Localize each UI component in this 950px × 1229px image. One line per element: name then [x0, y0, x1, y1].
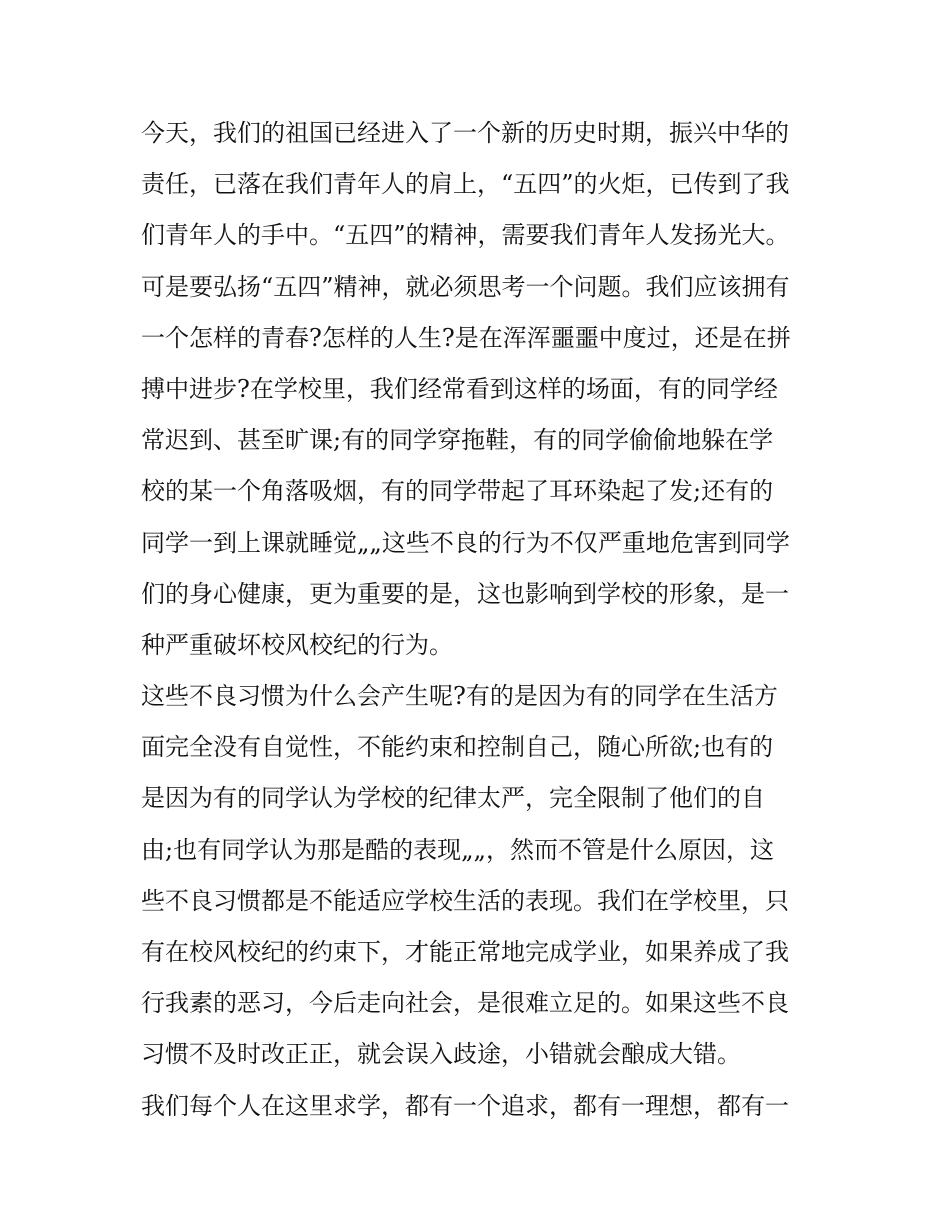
text-line: 责任，已落在我们青年人的肩上，“五四”的火炬，已传到了我 — [141, 170, 790, 199]
text-line: 有在校风校纪的约束下，才能正常地完成学业，如果养成了我 — [141, 938, 789, 966]
text-line: 搏中进步?在学校里，我们经常看到这样的场面，有的同学经 — [141, 374, 778, 403]
text-line: 们青年人的手中。“五四”的精神，需要我们青年人发扬光大。 — [141, 221, 790, 250]
text-line: 我们每个人在这里求学，都有一个追求，都有一理想，都有一 — [141, 1091, 789, 1120]
text-line: 常迟到、甚至旷课;有的同学穿拖鞋，有的同学偷偷地躲在学 — [141, 426, 774, 455]
text-line: 今天，我们的祖国已经进入了一个新的历史时期，振兴中华的 — [141, 119, 789, 147]
text-line: 些不良习惯都是不能适应学校生活的表现。我们在学校里，只 — [141, 886, 789, 915]
text-line: 们的身心健康，更为重要的是，这也影响到学校的形象，是一 — [141, 579, 789, 608]
text-line: 习惯不及时改正正，就会误入歧途，小错就会酿成大错。 — [141, 1040, 741, 1069]
body-text — [141, 108, 821, 1132]
text-line: 校的某一个角落吸烟，有的同学带起了耳环染起了发;还有的 — [141, 477, 774, 506]
text-line: 种严重破坏校风校纪的行为。 — [141, 630, 453, 659]
text-line: 这些不良习惯为什么会产生呢?有的是因为有的同学在生活方 — [141, 682, 778, 711]
text-line: 同学一到上课就睡觉„„这些不良的行为不仅严重地危害到同学 — [141, 528, 790, 557]
text-line: 是因为有的同学认为学校的纪律太严，完全限制了他们的自 — [141, 784, 765, 813]
text-line: 一个怎样的青春?怎样的人生?是在浑浑噩噩中度过，还是在拼 — [141, 323, 791, 352]
text-line: 行我素的恶习，今后走向社会，是很难立足的。如果这些不良 — [141, 989, 789, 1018]
text-line: 面完全没有自觉性，不能约束和控制自己，随心所欲;也有的 — [141, 733, 774, 762]
text-line: 由;也有同学认为那是酷的表现„„，然而不管是什么原因，这 — [141, 835, 774, 864]
text-line: 可是要弘扬“五四”精神，就必须思考一个问题。我们应该拥有 — [141, 272, 790, 301]
